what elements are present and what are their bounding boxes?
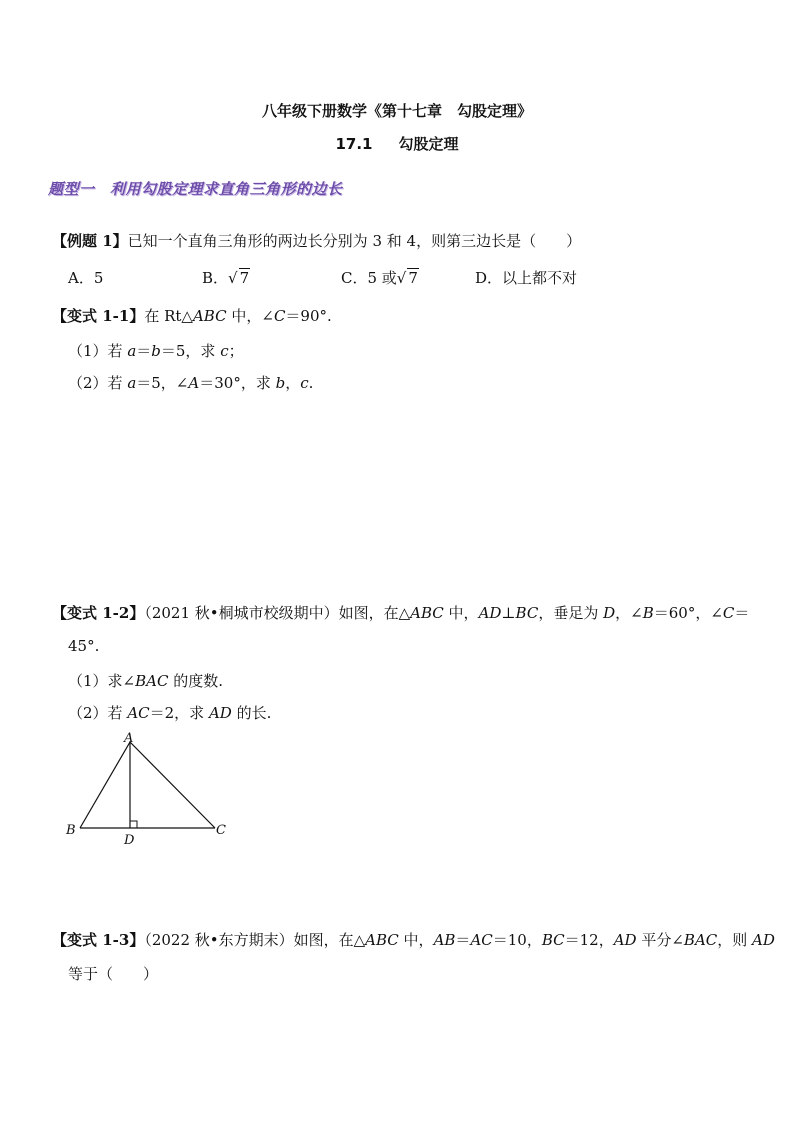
- text-run: 的长.: [231, 704, 272, 722]
- math-var: A: [188, 374, 200, 392]
- math-var: a: [127, 374, 137, 392]
- math-var: BAC: [135, 672, 169, 690]
- label-d: D: [124, 833, 135, 848]
- text-run: ＝5，∠: [136, 374, 189, 392]
- text-run: （2）若: [68, 704, 128, 722]
- page-title: 八年级下册数学《第十七章 勾股定理》: [261, 102, 532, 120]
- math-var: AD: [613, 931, 637, 949]
- variant-1-1-q1: [68, 340, 244, 361]
- text-run: ＝90°.: [285, 307, 332, 325]
- math-var: B: [642, 604, 654, 622]
- text-run: ＝5，求: [160, 342, 221, 360]
- text-run: 中，: [398, 931, 434, 949]
- math-var: BC: [541, 931, 565, 949]
- math-var: AC: [127, 704, 150, 722]
- subtitle-text: 勾股定理: [398, 135, 459, 153]
- variant-1-3-tag: 【变式 1-3】: [52, 931, 145, 949]
- text-run: 的度数.: [168, 672, 224, 690]
- math-var: AB: [433, 931, 456, 949]
- variant-1-3-stem: [52, 929, 775, 950]
- text-run: ＝60°，∠: [653, 604, 723, 622]
- text-run: （1）求∠: [68, 672, 136, 690]
- math-var: C: [722, 604, 735, 622]
- math-var: AD: [208, 704, 232, 722]
- math-var: AD: [752, 931, 775, 949]
- option-b: [202, 267, 250, 288]
- text-run: ＝30°，求: [199, 374, 276, 392]
- side-ac: [130, 742, 215, 828]
- text-run: ＝: [734, 604, 750, 622]
- text-run: ＝2，求: [149, 704, 209, 722]
- variant-1-2-q2: [68, 702, 271, 723]
- option-c-radicand: 7: [408, 269, 418, 287]
- math-var: b: [275, 374, 286, 392]
- math-var: BC: [515, 604, 539, 622]
- text-run: ＝: [136, 342, 152, 360]
- sqrt-symbol: √ 7: [228, 269, 250, 287]
- variant-1-3-line2: 等于（ ）: [68, 965, 159, 983]
- option-b-radicand: 7: [239, 269, 250, 287]
- option-c: [341, 267, 419, 288]
- label-c: C: [216, 823, 226, 838]
- text-run: 中，: [443, 604, 479, 622]
- variant-1-2-q1: [68, 670, 223, 691]
- example-1-stem: [52, 230, 581, 251]
- text-run: ，: [285, 374, 301, 392]
- option-c-prefix: C．5 或: [341, 269, 397, 287]
- math-var: C: [273, 307, 286, 325]
- example-1-text: 已知一个直角三角形的两边长分别为 3 和 4，则第三边长是（ ）: [127, 232, 582, 250]
- math-var: ABC: [365, 931, 399, 949]
- text-run: （2022 秋•东方期末）如图，在△: [144, 931, 366, 949]
- label-a: A: [124, 731, 134, 746]
- math-var: ABC: [192, 307, 227, 325]
- text-run: （1）若: [68, 342, 128, 360]
- subtitle-number: 17.1: [335, 135, 373, 153]
- option-a: A．5: [68, 269, 104, 287]
- label-b: B: [66, 823, 76, 838]
- text-run: 中，∠: [226, 307, 274, 325]
- text-run: ⊥: [501, 604, 516, 622]
- math-var: c: [220, 342, 229, 360]
- math-var: b: [151, 342, 161, 360]
- math-var: ABC: [410, 604, 444, 622]
- text-run: ，垂足为: [538, 604, 604, 622]
- text-run: 在 Rt△: [144, 307, 193, 325]
- math-var: AD: [478, 604, 502, 622]
- right-angle-mark: [130, 821, 137, 828]
- text-run: ＝12，: [564, 931, 614, 949]
- variant-1-2-stem: [52, 602, 749, 623]
- variant-1-1-q2: [68, 372, 313, 393]
- variant-1-2-tag: 【变式 1-2】: [52, 604, 145, 622]
- math-var: c: [300, 374, 309, 392]
- example-1-tag: 【例题 1】: [52, 232, 128, 250]
- text-run: ；: [228, 342, 244, 360]
- text-run: （2021 秋•桐城市校级期中）如图，在△: [144, 604, 411, 622]
- text-run: 平分∠: [636, 931, 684, 949]
- side-ab: [80, 742, 130, 828]
- math-var: AC: [470, 931, 493, 949]
- math-var: D: [603, 604, 616, 622]
- variant-1-1-tag: 【变式 1-1】: [52, 307, 145, 325]
- text-run: （2）若: [68, 374, 128, 392]
- text-run: .: [308, 374, 314, 392]
- text-run: ，∠: [615, 604, 643, 622]
- math-var: a: [127, 342, 137, 360]
- variant-1-1-stem: [52, 305, 332, 326]
- math-var: BAC: [683, 931, 718, 949]
- sqrt-symbol: √ 7: [396, 269, 418, 287]
- text-run: ，则: [717, 931, 753, 949]
- section-heading: 题型一 利用勾股定理求直角三角形的边长: [48, 180, 343, 198]
- option-b-prefix: B．: [202, 269, 229, 287]
- text-run: ＝10，: [492, 931, 542, 949]
- text-run: ＝: [455, 931, 471, 949]
- page-subtitle: [0, 133, 794, 154]
- option-d: D．以上都不对: [475, 269, 578, 287]
- variant-1-2-line2: 45°.: [68, 637, 100, 655]
- triangle-figure: [60, 728, 240, 853]
